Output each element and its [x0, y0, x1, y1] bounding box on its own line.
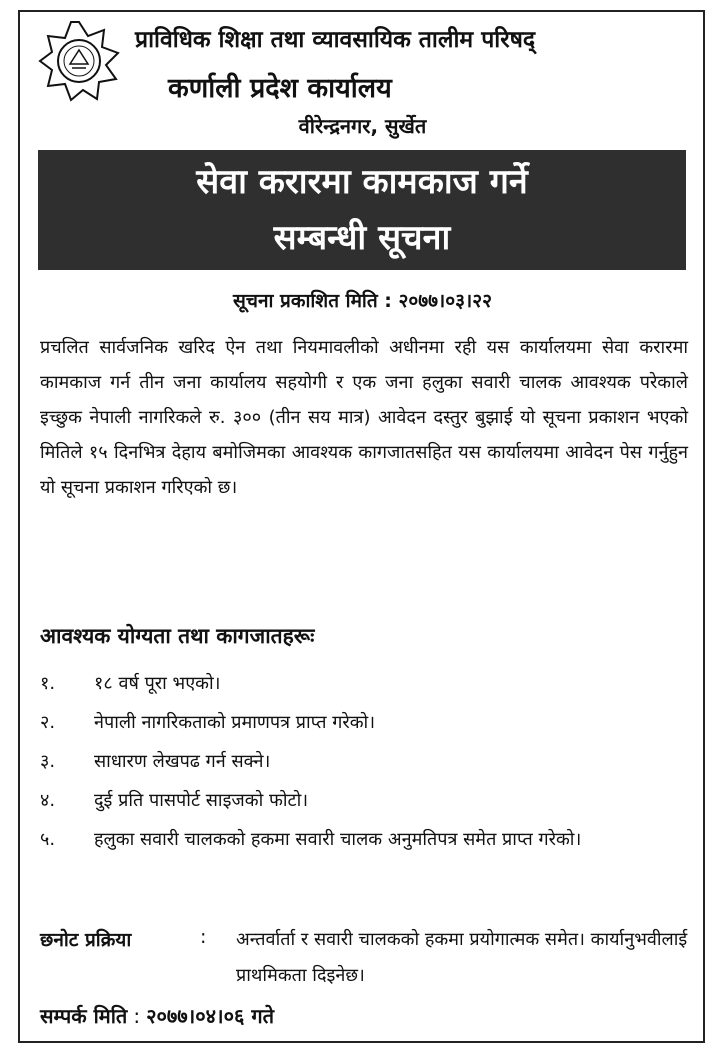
selection-process-text: अन्तर्वार्ता र सवारी चालकको हकमा प्रयोगात्मक समेत। कार्यानुभवीलाई प्राथमिकता दिइनेछ।	[236, 929, 688, 986]
requirement-number: ४.	[40, 790, 56, 811]
contact-date-colon: :	[133, 1004, 141, 1028]
requirement-text: दुई प्रति पासपोर्ट साइजको फोटो।	[94, 790, 309, 811]
requirements-list	[40, 664, 690, 859]
requirement-number: १.	[40, 673, 56, 694]
requirement-number: ५.	[40, 829, 56, 850]
requirement-text: नेपाली नागरिकताको प्रमाणपत्र प्राप्त गरेको।	[94, 712, 376, 733]
notice-body: प्रचलित सार्वजनिक खरिद ऐन तथा नियमावलीको अधीनमा रही यस कार्यालयमा सेवा करारमा कामकाज गर्न तीन जना कार्यालय सहयोगी र एक जना हलुका सवारी चालक आवश्यक परेकाले इच्छुक नेपाली नागरिकले रु. ३०० (तीन सय मात्र) आवेदन दस्तुर बुझाई यो सूचना प्रकाशन भएको मितिले १५ दिनभित्र देहाय बमोजिमका आवश्यक कागजातसहित यस कार्यालयमा आवेदन पेस गर्नुहुन यो सूचना प्रकाशन गरिएको छ।	[40, 337, 688, 498]
requirement-item	[40, 781, 690, 820]
contact-date-value: २०७७।०४।०६ गते	[146, 1004, 275, 1028]
requirement-text: साधारण लेखपढ गर्न सक्ने।	[94, 751, 271, 772]
notice-title-banner	[38, 150, 686, 270]
requirement-item	[40, 742, 690, 781]
requirement-number: ३.	[40, 751, 56, 772]
contact-date	[40, 1002, 274, 1029]
contact-date-label: सम्पर्क मिति	[40, 1004, 128, 1028]
notice-title-line-2: सम्बन्धी सूचना	[273, 218, 451, 258]
notice-title-line-1: सेवा करारमा कामकाज गर्ने	[196, 162, 528, 202]
requirement-item	[40, 820, 690, 859]
requirement-text: १८ वर्ष पूरा भएको।	[94, 673, 221, 694]
requirements-title: आवश्यक योग्यता तथा कागजातहरूः	[40, 624, 315, 648]
requirement-number: २.	[40, 712, 56, 733]
requirement-item	[40, 664, 690, 703]
organization-name: प्राविधिक शिक्षा तथा व्यावसायिक तालीम परिषद्	[135, 27, 536, 53]
office-location: वीरेन्द्रनगर, सुर्खेत	[298, 114, 427, 138]
office-name: कर्णाली प्रदेश कार्यालय	[168, 73, 392, 104]
ctevt-emblem-icon	[38, 20, 120, 102]
publish-date: सूचना प्रकाशित मिति : २०७७।०३।२२	[233, 290, 492, 312]
selection-process-label: छनोट प्रक्रिया	[40, 929, 132, 951]
selection-process-colon: :	[200, 926, 207, 948]
requirement-text: हलुका सवारी चालकको हकमा सवारी चालक अनुमतिपत्र समेत प्राप्त गरेको।	[94, 829, 582, 850]
requirement-item	[40, 703, 690, 742]
